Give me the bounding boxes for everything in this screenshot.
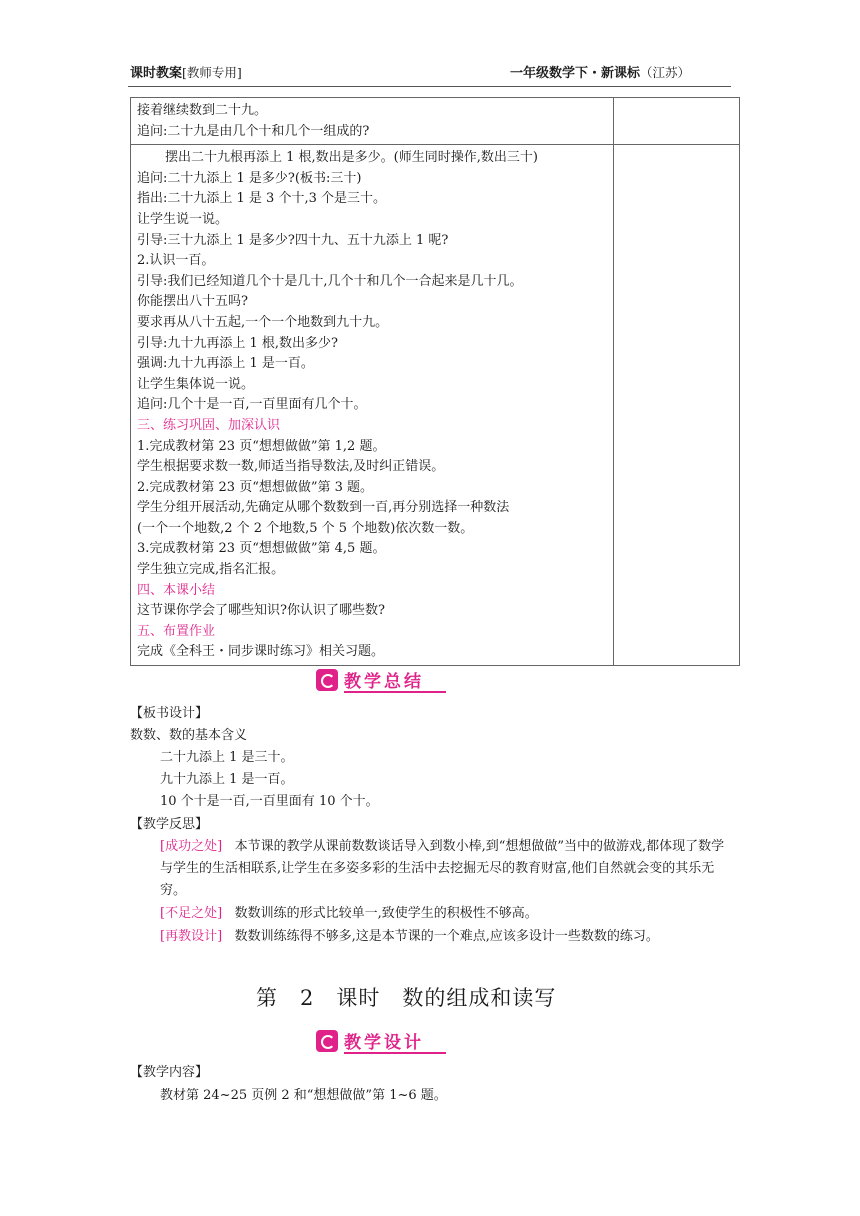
- table-line: 这节课你学会了哪些知识?你认识了哪些数?: [137, 603, 385, 619]
- reflection-redesign: [130, 926, 730, 948]
- summary-banner: [316, 669, 446, 693]
- content-text: 教材第 24~25 页例 2 和“想想做做”第 1~6 题。: [160, 1088, 447, 1103]
- reflection-shortfall: [130, 903, 730, 925]
- table-line: 让学生集体说一说。: [137, 376, 255, 392]
- header-right-title: 一年级数学下・新课标: [510, 66, 641, 81]
- swirl-icon: [316, 1030, 338, 1052]
- table-cell-side: [614, 145, 740, 666]
- success-text: 本节课的教学从课前数数谈话导入到数小棒,到“想想做做”当中的做游戏,都体现了数学与学生的生活相联系,让学生在多姿多彩的生活中去挖掘无尽的教育财富,他们自然就会变的其乐无穷。: [160, 839, 725, 898]
- table-line: 学生根据要求数一数,师适当指导数法,及时纠正错误。: [137, 459, 445, 475]
- banner-underline: [344, 1052, 446, 1054]
- section-heading: 三、练习巩固、加深认识: [137, 417, 281, 433]
- reflection-heading: 【教学反思】: [130, 817, 209, 832]
- table-row: [131, 98, 740, 145]
- table-line: 学生独立完成,指名汇报。: [137, 562, 285, 578]
- table-row: [131, 145, 740, 666]
- board-design-line: 二十九添上 1 是三十。: [160, 750, 294, 765]
- banner-underline: [344, 691, 446, 693]
- table-line: 学生分组开展活动,先确定从哪个数数到一百,再分别选择一种数法: [137, 500, 510, 516]
- table-line: (一个一个地数,2 个 2 个地数,5 个 5 个地数)依次数一数。: [137, 520, 474, 536]
- content-heading: 【教学内容】: [130, 1065, 209, 1080]
- table-line: 引导:九十九再添上 1 根,数出多少?: [137, 335, 339, 351]
- header-left: [130, 62, 242, 81]
- table-line: 你能摆出八十五吗?: [137, 294, 248, 310]
- success-label: [成功之处]: [160, 839, 223, 854]
- table-line: 追问:几个十是一百,一百里面有几个十。: [137, 397, 367, 413]
- design-banner-text: 教学设计: [344, 1033, 424, 1053]
- table-line: 引导:我们已经知道几个十是几十,几个十和几个一合起来是几十几。: [137, 273, 523, 289]
- board-design-line: 九十九添上 1 是一百。: [160, 772, 294, 787]
- summary-banner-text: 教学总结: [344, 672, 424, 692]
- table-line: 追问:二十九添上 1 是多少?(板书:三十): [137, 170, 362, 186]
- shortfall-label: [不足之处]: [160, 906, 223, 921]
- shortfall-text: 数数训练的形式比较单一,致使学生的积极性不够高。: [234, 906, 538, 921]
- board-design-title: 数数、数的基本含义: [130, 728, 248, 743]
- swirl-icon: [316, 669, 338, 691]
- design-banner: [316, 1030, 446, 1054]
- header-right: [510, 62, 690, 81]
- table-line: 完成《全科王・同步课时练习》相关习题。: [137, 644, 385, 660]
- table-line: 2.认识一百。: [137, 253, 215, 269]
- table-cell-main: [131, 98, 614, 145]
- table-line: 指出:二十九添上 1 是 3 个十,3 个是三十。: [137, 191, 386, 207]
- header-left-title: 课时教案: [130, 66, 183, 81]
- table-cell-side: [614, 98, 740, 145]
- redesign-label: [再教设计]: [160, 929, 223, 944]
- lesson-table: [130, 97, 740, 666]
- table-line: 要求再从八十五起,一个一个地数到九十九。: [137, 314, 389, 330]
- reflection-success: [130, 836, 730, 902]
- section-heading: 四、本课小结: [137, 582, 216, 598]
- header-left-sub: [教师专用]: [182, 65, 242, 80]
- table-line: 让学生说一说。: [137, 211, 229, 227]
- redesign-text: 数数训练练得不够多,这是本节课的一个难点,应该多设计一些数数的练习。: [234, 929, 659, 944]
- header-divider: [128, 86, 731, 87]
- table-line: 3.完成教材第 23 页“想想做做”第 4,5 题。: [137, 541, 386, 557]
- table-line: 1.完成教材第 23 页“想想做做”第 1,2 题。: [137, 438, 386, 454]
- table-line: 引导:三十九添上 1 是多少?四十九、五十九添上 1 呢?: [137, 232, 449, 248]
- table-line: 摆出二十九根再添上 1 根,数出是多少。(师生同时操作,数出三十): [165, 150, 538, 166]
- header-right-sub: （江苏）: [640, 65, 691, 80]
- table-line: 接着继续数到二十九。: [137, 103, 268, 118]
- board-design-heading: 【板书设计】: [130, 706, 209, 721]
- table-cell-main: [131, 145, 614, 666]
- table-line: 2.完成教材第 23 页“想想做做”第 3 题。: [137, 479, 374, 495]
- lesson-title: 第 2 课时 数的组成和读写: [256, 986, 557, 1010]
- board-design-line: 10 个十是一百,一百里面有 10 个十。: [160, 794, 379, 809]
- section-heading: 五、布置作业: [137, 623, 216, 639]
- table-line: 追问:二十九是由几个十和几个一组成的?: [137, 123, 370, 139]
- table-line: 强调:九十九再添上 1 是一百。: [137, 356, 314, 372]
